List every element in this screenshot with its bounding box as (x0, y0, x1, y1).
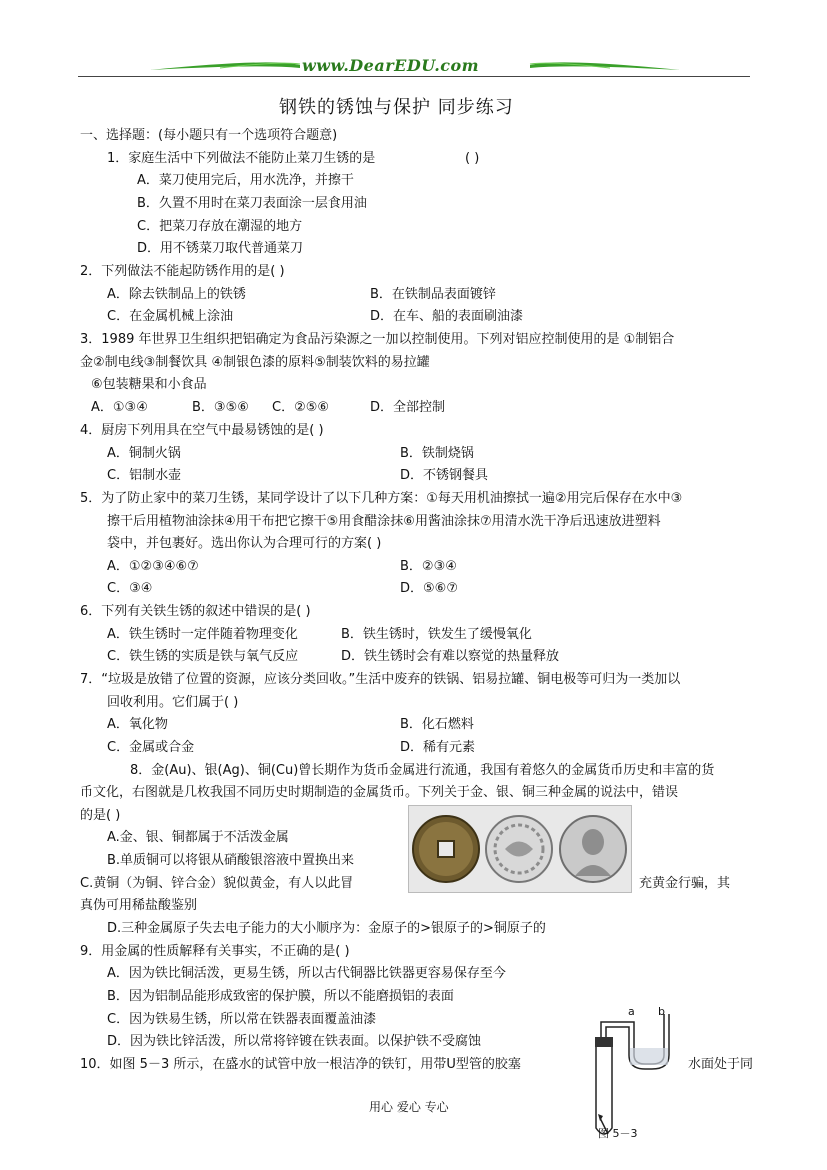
q3-line2: 金②制电线③制餐饮具 ④制银色漆的原料⑤制装饮料的易拉罐 (80, 355, 430, 370)
q5-line2: 擦干后用植物油涂抹④用干布把它擦干⑤用食醋涂抹⑥用酱油涂抹⑦用清水洗干净后迅速放进塑料 (107, 514, 661, 529)
q6-option-b: B．铁生锈时，铁发生了缓慢氧化 (341, 627, 532, 642)
header-divider (78, 76, 750, 77)
q7-option-d: D．稀有元素 (400, 740, 476, 755)
q4-option-d: D．不锈钢餐具 (400, 468, 489, 483)
page-footer: 用心 爱心 专心 (369, 1100, 449, 1114)
q8-option-b: B.单质铜可以将银从硝酸银溶液中置换出来 (107, 853, 355, 868)
q9-option-b: B．因为铝制品能形成致密的保护膜，所以不能磨损铝的表面 (107, 989, 454, 1004)
q7-option-b: B．化石燃料 (400, 717, 474, 732)
q1-blank: ( ) (465, 151, 480, 166)
q8-line1: 8．金(Au)、银(Ag)、铜(Cu)曾长期作为货币金属进行流通，我国有着悠久的金属货币历史和丰富的货 (130, 763, 715, 778)
q3-option-d: D．全部控制 (370, 400, 446, 415)
section-heading: 一、选择题：(每小题只有一个选项符合题意) (80, 128, 338, 143)
q3-option-a: A．①③④ (91, 400, 148, 415)
q5-option-a: A．①②③④⑥⑦ (107, 559, 199, 574)
q5-line3: 袋中，并包裹好。选出你认为合理可行的方案( ) (107, 536, 382, 551)
page-title: 钢铁的锈蚀与保护 同步练习 (279, 97, 514, 118)
q8-option-a: A.金、银、铜都属于不活泼金属 (107, 830, 289, 845)
q1-stem: 1．家庭生活中下列做法不能防止菜刀生锈的是 (107, 151, 376, 166)
q5-option-b: B．②③④ (400, 559, 457, 574)
q8-option-c-part2: 充黄金行骗，其 (639, 876, 731, 891)
q9-option-d: D．因为铁比锌活泼，所以常将锌镀在铁表面。以保护铁不受腐蚀 (107, 1034, 482, 1049)
q8-option-c-part3: 真伪可用稀盐酸鉴别 (80, 898, 198, 913)
q4-option-b: B．铁制烧锅 (400, 446, 474, 461)
q4-option-a: A．铜制火锅 (107, 446, 181, 461)
q7-line2: 回收利用。它们属于( ) (107, 695, 239, 710)
q8-option-c-part1: C.黄铜（为铜、锌合金）貌似黄金，有人以此冒 (80, 876, 354, 891)
q4-stem: 4．厨房下列用具在空气中最易锈蚀的是( ) (80, 423, 324, 438)
q2-option-a: A．除去铁制品上的铁锈 (107, 287, 246, 302)
q3-option-b: B．③⑤⑥ (192, 400, 249, 415)
q1-option-a: A．菜刀使用完后，用水洗净，并擦干 (137, 173, 354, 188)
q6-stem: 6．下列有关铁生锈的叙述中错误的是( ) (80, 604, 311, 619)
q10-line1-part2: 水面处于同 (688, 1057, 754, 1072)
q8-option-d: D.三种金属原子失去电子能力的大小顺序为：金原子的>银原子的>铜原子的 (107, 921, 546, 936)
q3-line3: ⑥包装糖果和小食品 (91, 377, 207, 392)
q2-option-b: B．在铁制品表面镀锌 (370, 287, 496, 302)
q1-option-c: C．把菜刀存放在潮湿的地方 (137, 219, 303, 234)
figure-caption: 图 5－3 (598, 1127, 638, 1140)
q2-option-d: D．在车、船的表面刷油漆 (370, 309, 524, 324)
q7-option-a: A．氧化物 (107, 717, 168, 732)
q5-option-d: D．⑤⑥⑦ (400, 581, 458, 596)
q8-line2: 币文化，右图就是几枚我国不同历史时期制造的金属货币。下列关于金、银、铜三种金属的说法中，错误 (80, 785, 679, 800)
q1-option-b: B．久置不用时在菜刀表面涂一层食用油 (137, 196, 367, 211)
q9-stem: 9．用金属的性质解释有关事实，不正确的是( ) (80, 944, 350, 959)
q2-option-c: C．在金属机械上涂油 (107, 309, 234, 324)
coins-drawing (409, 806, 631, 892)
q5-line1: 5．为了防止家中的菜刀生锈，某同学设计了以下几种方案：①每天用机油擦拭一遍②用完后保存在水中③ (80, 491, 683, 506)
q9-option-a: A．因为铁比铜活泼，更易生锈，所以古代铜器比铁器更容易保存至今 (107, 966, 506, 981)
q5-option-c: C．③④ (107, 581, 153, 596)
figure-label-b: b (658, 1005, 665, 1018)
q8-line3: 的是( ) (80, 808, 121, 823)
q4-option-c: C．铝制水壶 (107, 468, 182, 483)
q7-option-c: C．金属或合金 (107, 740, 195, 755)
figure-label-a: a (628, 1005, 635, 1018)
q6-option-c: C．铁生锈的实质是铁与氧气反应 (107, 649, 299, 664)
q2-stem: 2．下列做法不能起防锈作用的是( ) (80, 264, 285, 279)
q1-option-d: D．用不锈菜刀取代普通菜刀 (137, 241, 304, 256)
site-url[interactable]: www.DearEDU.com (302, 56, 480, 75)
coins-image (408, 805, 632, 893)
q3-line1: 3．1989 年世界卫生组织把铝确定为食品污染源之一加以控制使用。下列对铝应控制使用的是 ①制铝合 (80, 332, 675, 347)
q3-option-c: C．②⑤⑥ (272, 400, 330, 415)
q10-line1-part1: 10．如图 5－3 所示，在盛水的试管中放一根洁净的铁钉，用带U型管的胶塞 (80, 1057, 521, 1072)
q6-option-d: D．铁生锈时会有难以察觉的热量释放 (341, 649, 560, 664)
q9-option-c: C．因为铁易生锈，所以常在铁器表面覆盖油漆 (107, 1012, 377, 1027)
q6-option-a: A．铁生锈时一定伴随着物理变化 (107, 627, 298, 642)
q7-line1: 7．“垃圾是放错了位置的资源，应该分类回收。”生活中废弃的铁锅、铝易拉罐、铜电极等可归为一类加以 (80, 672, 681, 687)
